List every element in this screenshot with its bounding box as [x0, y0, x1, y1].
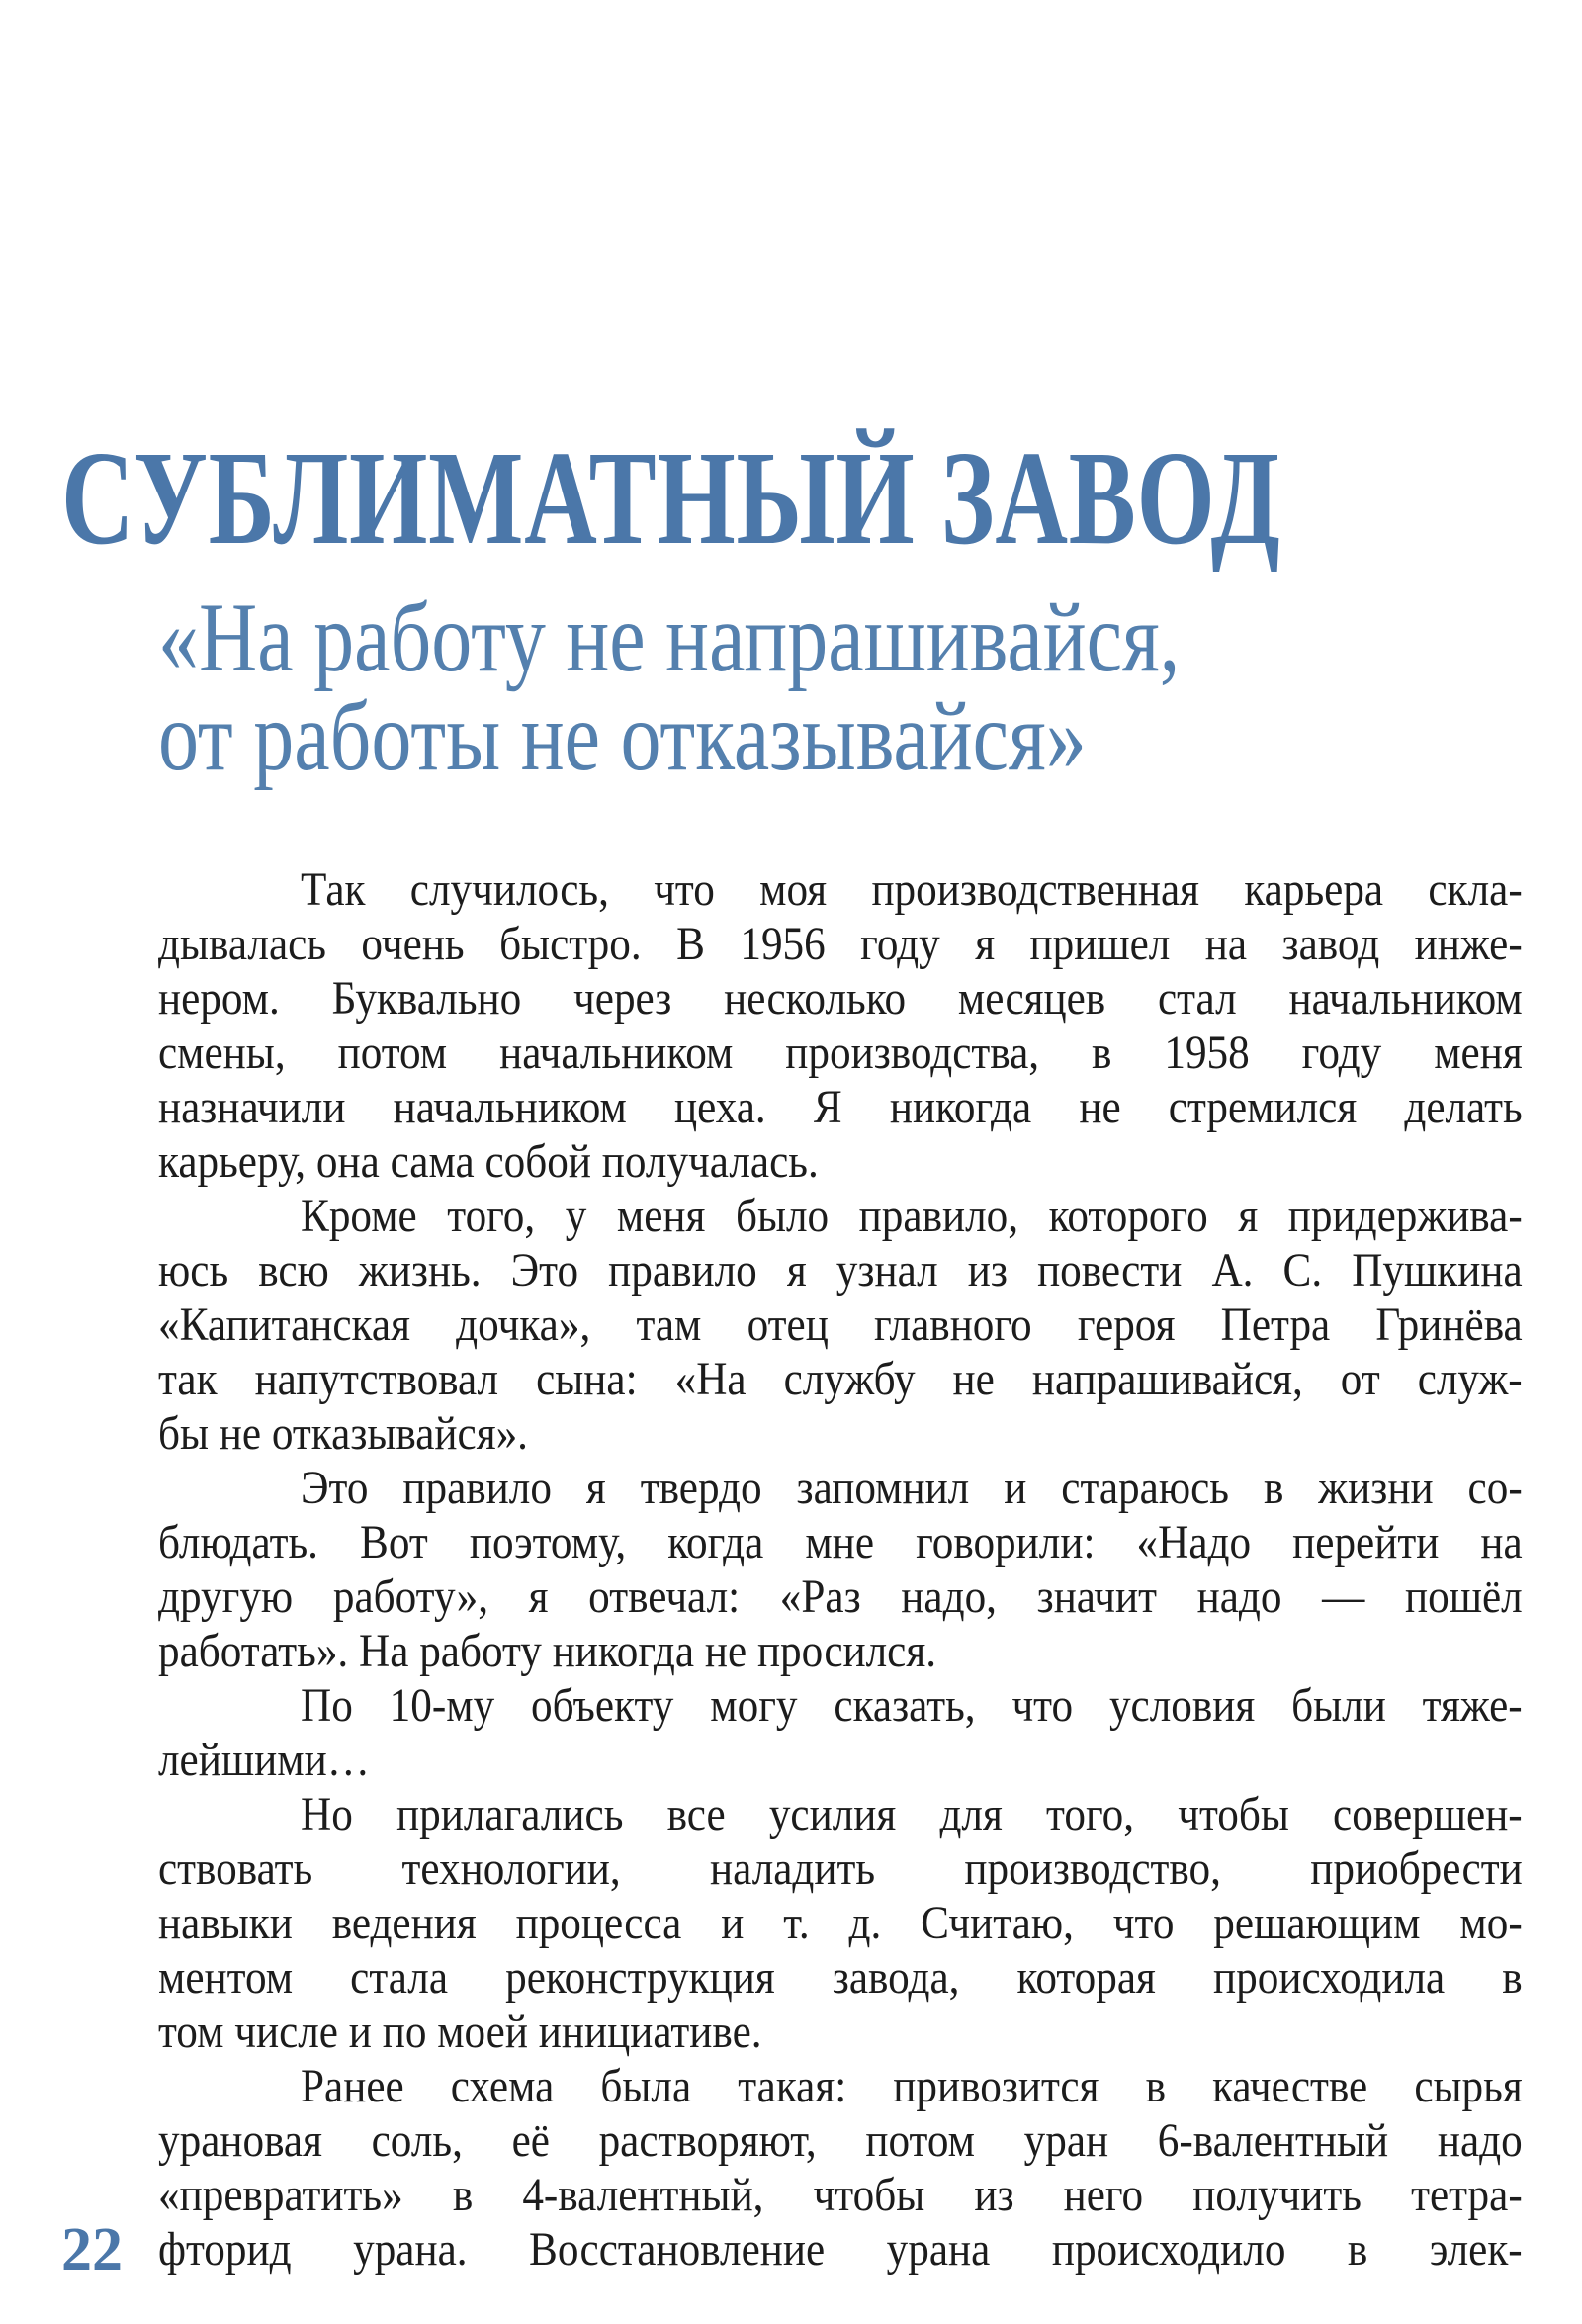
- text-line: По 10-му объекту могу сказать, что условия были тяже-: [301, 1679, 1523, 1732]
- text-line: «Капитанская дочка», там отец главного героя Петра Гринёва: [158, 1298, 1523, 1351]
- text-line: урановая соль, её растворяют, потом уран 6-валентный надо: [158, 2114, 1523, 2167]
- chapter-subtitle-line-2: от работы не отказывайся»: [158, 681, 1087, 791]
- body-text: [158, 862, 1523, 2277]
- text-line: так напутствовал сына: «На службу не напрашивайся, от служ-: [158, 1353, 1523, 1405]
- text-line: назначили начальником цеха. Я никогда не стремился делать: [158, 1081, 1523, 1133]
- chapter-subtitle: [158, 582, 1181, 791]
- text-line: юсь всю жизнь. Это правило я узнал из повести А. С. Пушкина: [158, 1244, 1523, 1296]
- text-line: навыки ведения процесса и т. д. Считаю, что решающим мо-: [158, 1897, 1523, 1949]
- page-number: 22: [61, 2216, 123, 2283]
- text-line: Ранее схема была такая: привозится в качестве сырья: [301, 2060, 1523, 2112]
- text-line: дывалась очень быстро. В 1956 году я пришел на завод инже-: [158, 918, 1523, 970]
- text-line: Кроме того, у меня было правило, которого я придержива-: [301, 1190, 1523, 1242]
- text-line: карьеру, она сама собой получалась.: [158, 1135, 819, 1188]
- text-line: Это правило я твердо запомнил и стараюсь в жизни со-: [301, 1462, 1523, 1514]
- text-line: нером. Буквально через несколько месяцев стал начальником: [158, 972, 1523, 1025]
- text-line: Так случилось, что моя производственная карьера скла-: [301, 863, 1523, 916]
- text-line: том числе и по моей инициативе.: [158, 2006, 762, 2058]
- text-line: работать». На работу никогда не просился.: [158, 1625, 937, 1677]
- text-line: бы не отказывайся».: [158, 1407, 528, 1460]
- text-line: Но прилагались все усилия для того, чтобы совершен-: [301, 1788, 1523, 1840]
- text-line: другую работу», я отвечал: «Раз надо, значит надо — пошёл: [158, 1570, 1523, 1623]
- chapter-title: СУБЛИМАТНЫЙ ЗАВОД: [61, 424, 1281, 573]
- text-line: блюдать. Вот поэтому, когда мне говорили: «Надо перейти на: [158, 1516, 1523, 1568]
- text-line: фторид урана. Восстановление урана происходило в элек-: [158, 2223, 1523, 2276]
- text-line: лейшими…: [158, 1734, 370, 1786]
- text-line: смены, потом начальником производства, в 1958 году меня: [158, 1027, 1523, 1079]
- text-line: ствовать технологии, наладить производство, приобрести: [158, 1842, 1523, 1895]
- chapter-subtitle-line-1: «На работу не напрашивайся,: [158, 582, 1181, 692]
- text-line: ментом стала реконструкция завода, которая происходила в: [158, 1951, 1523, 2004]
- text-line: «превратить» в 4-валентный, чтобы из него получить тетра-: [158, 2169, 1523, 2221]
